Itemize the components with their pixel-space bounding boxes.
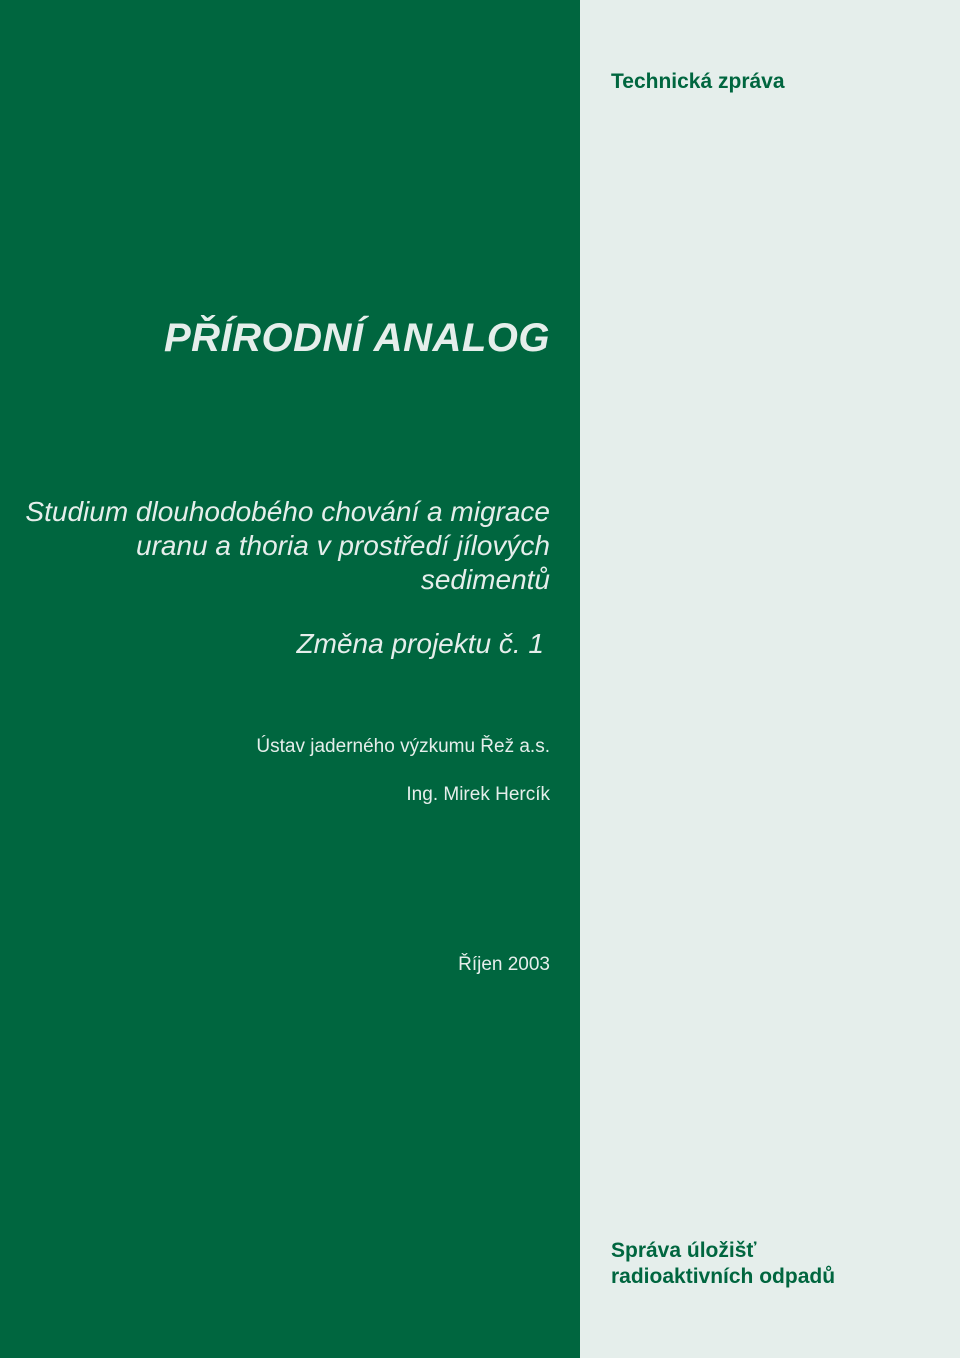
- right-light-panel: [580, 0, 960, 1358]
- subtitle-line: Studium dlouhodobého chování a migrace: [25, 496, 550, 527]
- project-change-label: Změna projektu č. 1: [296, 628, 544, 659]
- report-type-label: Technická zpráva: [611, 70, 785, 93]
- document-title: PŘÍRODNÍ ANALOG: [163, 316, 550, 360]
- subtitle-line: uranu a thoria v prostředí jílových: [136, 530, 550, 561]
- agency-line: Správa úložišť: [611, 1239, 757, 1262]
- document-subtitle: [0, 495, 550, 597]
- institute-name: Ústav jaderného výzkumu Řež a.s.: [256, 736, 550, 757]
- publication-date: Říjen 2003: [458, 954, 550, 975]
- author-name: Ing. Mirek Hercík: [406, 784, 550, 805]
- agency-line: radioaktivních odpadů: [611, 1265, 836, 1288]
- subtitle-line: sedimentů: [420, 564, 550, 595]
- agency-name: [611, 1238, 835, 1290]
